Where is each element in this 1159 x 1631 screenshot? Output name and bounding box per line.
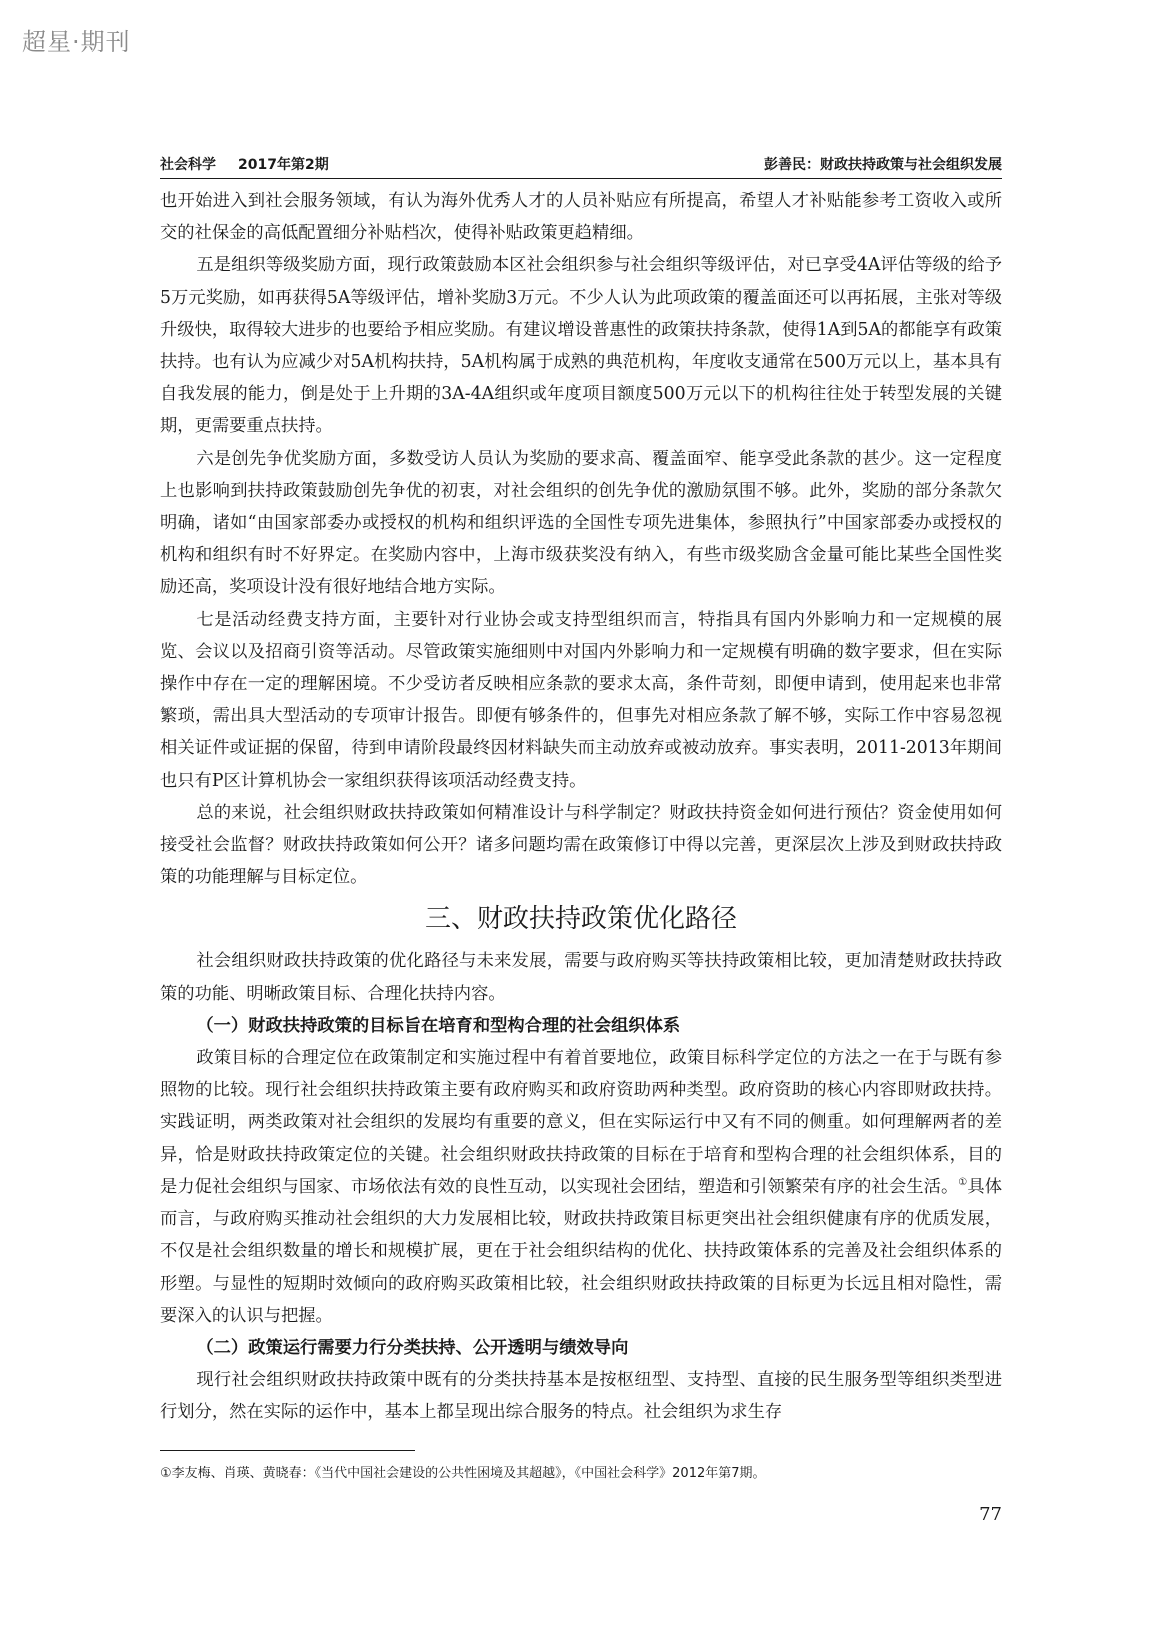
journal-issue: 2017年第2期 — [238, 157, 329, 173]
paragraph: 总的来说，社会组织财政扶持政策如何精准设计与科学制定？财政扶持资金如何进行预估？资金使用如何接受社会监督？财政扶持政策如何公开？诸多问题均需在政策修订中得以完善，更深层次上涉及到财政扶持政策的功能理解与目标定位。 — [160, 802, 1002, 888]
journal-name: 社会科学 — [160, 157, 216, 173]
paragraph: 现行社会组织财政扶持政策中既有的分类扶持基本是按枢纽型、支持型、直接的民生服务型等组织类型进行划分，然在实际的运作中，基本上都呈现出综合服务的特点。社会组织为求生存 — [160, 1370, 1002, 1423]
running-title: 彭善民：财政扶持政策与社会组织发展 — [764, 157, 1002, 173]
section-title: 三、财政扶持政策优化路径 — [424, 904, 737, 935]
paragraph-text: 具体而言，与政府购买推动社会组织的大力发展相比较，财政扶持政策目标更突出社会组织健康有序的优质发展，不仅是社会组织数量的增长和规模扩展，更在于社会组织结构的优化、扶持政策体系的完善及社会组织体系的形塑。与显性的短期时效倾向的政府购买政策相比较，社会组织财政扶持政策的目标更为长远且相对隐性，需要深入的认识与把握。 — [160, 1176, 1002, 1326]
subsection-title: （二）政策运行需要力行分类扶持、公开透明与绩效导向 — [196, 1337, 629, 1358]
paragraph: 六是创先争优奖励方面，多数受访人员认为奖励的要求高、覆盖面窄、能享受此条款的甚少。这一定程度上也影响到扶持政策鼓励创先争优的初衷，对社会组织的创先争优的激励氛围不够。此外，奖励的部分条款欠明确，诸如“由国家部委办或授权的机构和组织评选的全国性专项先进集体，参照执行”中国家部委办或授权的机构和组织有时不好界定。在奖励内容中，上海市级获奖没有纳入，有些市级奖励含金量可能比某些全国性奖励还高，奖项设计没有很好地结合地方实际。 — [160, 448, 1002, 598]
header-journal-info — [160, 154, 329, 174]
paragraph: 七是活动经费支持方面，主要针对行业协会或支持型组织而言，特指具有国内外影响力和一定规模的展览、会议以及招商引资等活动。尽管政策实施细则中对国内外影响力和一定规模有明确的数字要求，但在实际操作中存在一定的理解困境。不少受访者反映相应条款的要求太高，条件苛刻，即便申请到，使用起来也非常繁琐，需出具大型活动的专项审计报告。即便有够条件的，但事先对相应条款了解不够，实际工作中容易忽视相关证件或证据的保留，待到申请阶段最终因材料缺失而主动放弃或被动放弃。事实表明，2011-2013年期间也只有P区计算机协会一家组织获得该项活动经费支持。 — [160, 609, 1002, 791]
footnote: ①李友梅、肖瑛、黄晓春：《当代中国社会建设的公共性困境及其超越》，《中国社会科学》2012年第7期。 — [160, 1466, 766, 1481]
subsection-title: （一）财政扶持政策的目标旨在培育和型构合理的社会组织体系 — [196, 1015, 681, 1036]
page-number: 77 — [979, 1504, 1002, 1525]
paragraph: 五是组织等级奖励方面，现行政策鼓励本区社会组织参与社会组织等级评估，对已享受4A评估等级的给予5万元奖励，如再获得5A等级评估，增补奖励3万元。不少人认为此项政策的覆盖面还可以再拓展，主张对等级升级快，取得较大进步的也要给予相应奖励。有建议增设普惠性的政策扶持条款，使得1A到5A的都能享有政策扶持。也有认为应减少对5A机构扶持，5A机构属于成熟的典范机构，年度收支通常在500万元以上，基本具有自我发展的能力，倒是处于上升期的3A-4A组织或年度项目额度500万元以下的机构往往处于转型发展的关键期，更需要重点扶持。 — [160, 255, 1002, 437]
running-header — [160, 150, 1002, 179]
paragraph: 也开始进入到社会服务领域，有认为海外优秀人才的人员补贴应有所提高，希望人才补贴能参考工资收入或所交的社保金的高低配置细分补贴档次，使得补贴政策更趋精细。 — [160, 191, 1002, 244]
paragraph-text: 政策目标的合理定位在政策制定和实施过程中有着首要地位，政策目标科学定位的方法之一在于与既有参照物的比较。现行社会组织扶持政策主要有政府购买和政府资助两种类型。政府资助的核心内容即财政扶持。实践证明，两类政策对社会组织的发展均有重要的意义，但在实际运行中又有不同的侧重。如何理解两者的差异，恰是财政扶持政策定位的关键。社会组织财政扶持政策的目标在于培育和型构合理的社会组织体系，目的是力促社会组织与国家、市场依法有效的良性互动，以实现社会团结，塑造和引领繁荣有序的社会生活。 — [160, 1048, 1002, 1197]
paragraph — [160, 1042, 1002, 1332]
article-body — [160, 185, 1002, 1429]
paragraph: 社会组织财政扶持政策的优化路径与未来发展，需要与政府购买等扶持政策相比较，更加清楚财政扶持政策的功能、明晰政策目标、合理化扶持内容。 — [160, 951, 1002, 1004]
footnote-ref[interactable]: ① — [958, 1177, 968, 1189]
footnote-divider — [160, 1450, 415, 1451]
watermark-brand: 超星·期刊 — [22, 28, 131, 56]
